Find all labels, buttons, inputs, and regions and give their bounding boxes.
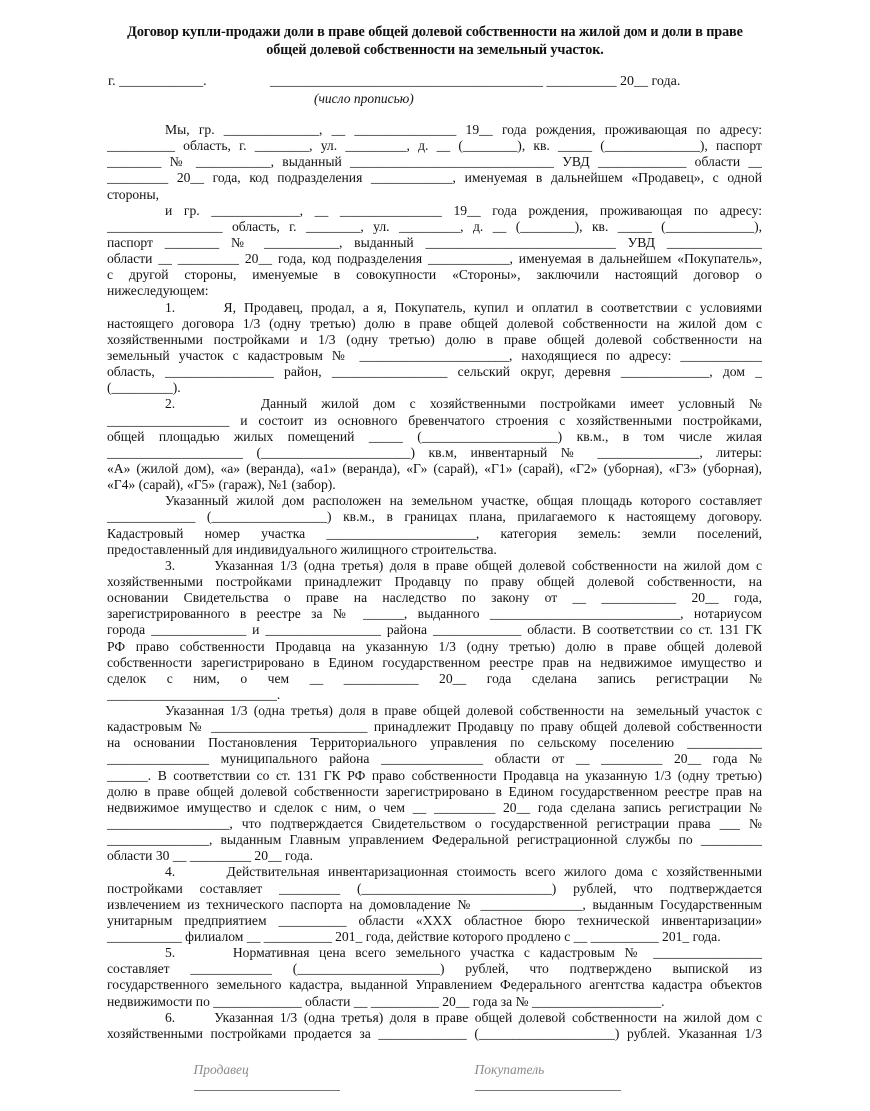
seller-signature [180,1046,340,1111]
body-line [107,622,762,638]
body-line [107,445,762,461]
body-line-text: общей площадью жилых помещений _____ (____________________) кв.м., в том числе жилая [107,428,762,444]
body-line-text: хозяйственными постройками принадлежит Продавцу по праву общей долевой собственности, на [107,573,762,589]
body-line [107,703,762,719]
body-line-text: извлечением из технического паспорта на домовладение № _______________, выданным Государственным [107,896,762,912]
body-line-text: Указанная 1/3 (одна третья) доля в праве общей долевой собственности на земельный участок с [165,703,762,719]
body-line-text: Мы, гр. ______________, __ _______________ 19__ года рождения, проживающая по адресу: [165,122,762,137]
body-line-text: _____________ (_________________) кв.м., в границах плана, прилагаемого к настоящему договору. [107,509,762,525]
date-note: (число прописью) [314,91,414,106]
body-line-text: _________ 20__ года, код подразделения ____________, именуемая в дальнейшем «Продавец», с одной [107,170,762,186]
body-line-text: 5. Нормативная цена всего земельного участка с кадастровым № ________________ [165,945,762,961]
body-line: области 30 __ _________ 20__ года. [107,848,313,864]
body-line: «Г4» (сарай), «Г5» (гараж), №1 (забор). [107,477,336,493]
body-line [107,316,762,332]
body-line: недвижимости по _____________ области __ __________ 20__ года за № ___________________. [107,993,665,1009]
body-line-text: на основании Постановления Территориального управления по сельскому поселению ___________ [107,735,762,751]
body-line [107,364,762,380]
body-line-text: область, ________________ район, _________________ сельский округ, деревня _____________, дом _ [107,364,762,380]
body-line [107,768,762,784]
title-line-2: общей долевой собственности на земельный участок. [266,41,604,58]
body-line [107,606,762,622]
document-title [108,24,762,59]
body-line-text: унитарным предприятием __________ области «ХХХ областное бюро технической инвентаризации» [107,912,762,928]
body-line-text: __________________ и состоит из основного бревенчатого строения с хозяйственными постройками, [107,412,762,428]
body-line [107,881,762,897]
body-line-text: кадастровым № _______________________ принадлежит Продавцу по праву общей долевой собственности [107,719,762,735]
body-line [107,219,762,235]
body-line [107,639,762,655]
body-line-text: сделок с ним, о чем __ ___________ 20__ года сделана запись регистрации № [107,670,762,686]
body-line-text: с другой стороны, именуемые в совокупности «Стороны», заключили настоящий договор о [107,267,762,283]
body-line [107,122,762,138]
body-line-text: ______. В соответствии со ст. 131 ГК РФ право собственности Продавца на указанную 1/3 (одну третью) [107,767,762,783]
body-line [107,461,762,477]
body-line [107,655,762,671]
body-line [107,897,762,913]
body-line [107,332,762,348]
buyer-signature [461,1046,621,1111]
body-line [107,413,762,429]
body-line [107,784,762,800]
body-line-text: и гр. _____________, __ _______________ 19__ года рождения, проживающая по адресу: [165,202,762,218]
body-line [107,493,762,509]
body-line-text: хозяйственными постройками и 1/3 (одну третью) долю в праве общей долевой собственности на [107,331,762,347]
body-line-text: зарегистрированного в реестре за № ______, выданного ____________________________, нотариусом [107,606,762,622]
contract-body [107,122,762,1042]
body-line-text: 2. Данный жилой дом с хозяйственными постройками имеет условный № [165,396,762,412]
body-line [107,751,762,767]
body-line-text: паспорт ________ № ___________, выданный ____________________________ УВД ______________ [107,234,762,250]
body-line [107,1010,762,1026]
body-line [107,267,762,283]
body-line-text: _______________ муниципального района _______________ области от __ _________ 20__ года № [107,751,762,767]
body-line [107,800,762,816]
buyer-label: Покупатель [474,1062,545,1077]
body-line-text: хозяйственными постройками продается за _____________ (____________________) рублей. Указанная 1/3 [107,1025,762,1041]
body-line [107,429,762,445]
body-line-text: РФ право собственности Продавца на указанную 1/3 (одну третью) долю в праве общей долевой [107,638,762,654]
body-line [107,170,762,186]
body-line-text: ________ № ___________, выданный ______________________________ УВД _____________ области __ [107,154,762,170]
body-line [107,977,762,993]
body-line-text: _______________, выданным Главным управлением Федеральной регистрационной службы по _________ [107,832,762,848]
body-line-text: составляет ____________ (_____________________) рублей, что подтверждено выпиской из [107,961,762,977]
body-line [107,719,762,735]
body-line-text: недвижимое имущество и сделок с ним, о чем __ _________ 20__ года сделана запись регистрации № [107,799,762,815]
body-line [107,300,762,316]
body-line-text: Указанный жилой дом расположен на земельном участке, общая площадь которого составляет [165,493,762,509]
body-line [107,832,762,848]
body-line: нижеследующем: [107,283,209,299]
body-line-text: _________________ область, г. ________, ул. _________, д. __ (________), кв. _____ (_____________), [107,218,762,234]
body-line-text: 6. Указанная 1/3 (одна третья) доля в праве общей долевой собственности на жилой дом с [165,1009,762,1025]
title-line-1: Договор купли-продажи доли в праве общей долевой собственности на жилой дом и доли в праве [127,24,743,40]
body-line [107,509,762,525]
body-line-text: 4. Действительная инвентаризационная стоимость всего жилого дома с хозяйственными [165,864,762,880]
body-line-text: постройками составляет _________ (____________________________) рублей, что подтверждается [107,880,762,896]
body-line [107,558,762,574]
body-line-text: основании Свидетельства о праве на наследство по закону от __ ___________ 20__ года, [107,590,762,606]
body-line [107,671,762,687]
body-line [107,735,762,751]
body-line-text: «А» (жилой дом), «а» (веранда), «а1» (веранда), «Г» (сарай), «Г1» (сарай), «Г2» (уборная), «Г3» (уборная), [107,460,762,476]
body-line [107,961,762,977]
date-field: _______________________________________ __________ 20__ года. [270,74,681,89]
body-line-text: долю в праве общей долевой собственности зарегистрировано в Едином государственном реестре прав на [107,783,762,799]
city-field: г. ____________. [108,74,207,89]
body-line [107,251,762,267]
body-line-text: __________ область, г. ________, ул. _________, д. __ (________), кв. _____ (______________), паспорт [107,138,762,154]
place-date-line [108,74,762,94]
body-line-text: собственности зарегистрировано в Едином государственном реестре прав на недвижимое имущество и [107,654,762,670]
body-line: стороны, [107,186,159,202]
body-line [107,945,762,961]
seller-label: Продавец [193,1062,249,1077]
body-line-text: 1. Я, Продавец, продал, а я, Покупатель, купил и оплатил в соответствии с условиями [165,299,762,315]
body-line-text: настоящего договора 1/3 (одну третью) долю в праве общей долевой собственности на жилой дом с [107,315,762,331]
body-line-text: Кадастровый номер участка ______________________, категория земель: земли поселений, [107,525,762,541]
body-line-text: города ______________ и _________________ района _____________ области. В соответствии со ст. 131 ГК [107,622,762,638]
body-line [107,138,762,154]
body-line-text: ____________________ (______________________) кв.м, инвентарный № _______________, литеры: [107,444,762,460]
body-line-text: __________________, что подтверждается Свидетельством о государственной регистрации права ___ № [107,816,762,832]
body-line: ___________ филиалом __ __________ 201_ года, действие которого продлено с __ __________ 201_ года. [107,929,721,945]
body-line [107,864,762,880]
body-line: (_________). [107,380,181,396]
seller-signature-line [194,1078,340,1091]
body-line [107,348,762,364]
body-line [107,203,762,219]
body-line [107,816,762,832]
body-line: предоставленный для индивидуального жилищного строительства. [107,541,497,557]
body-line-text: области __ _________ 20__ года, код подразделения ____________, именуемая в дальнейшем «Покупатель», [107,251,762,267]
buyer-signature-line [475,1078,621,1091]
body-line [107,235,762,251]
body-line-text: земельный участок с кадастровым № ______________________, находящиеся по адресу: ____________ [107,347,762,363]
body-line [107,154,762,170]
body-line [107,1026,762,1042]
body-line [107,396,762,412]
body-line-text: государственного земельного кадастра, выданной Управлением Федерального агентства кадастра объектов [107,977,762,993]
body-line [107,526,762,542]
body-line: _________________________. [107,686,281,702]
body-line-text: 3. Указанная 1/3 (одна третья) доля в праве общей долевой собственности на жилой дом с [165,557,762,573]
body-line [107,574,762,590]
body-line [107,913,762,929]
body-line [107,590,762,606]
